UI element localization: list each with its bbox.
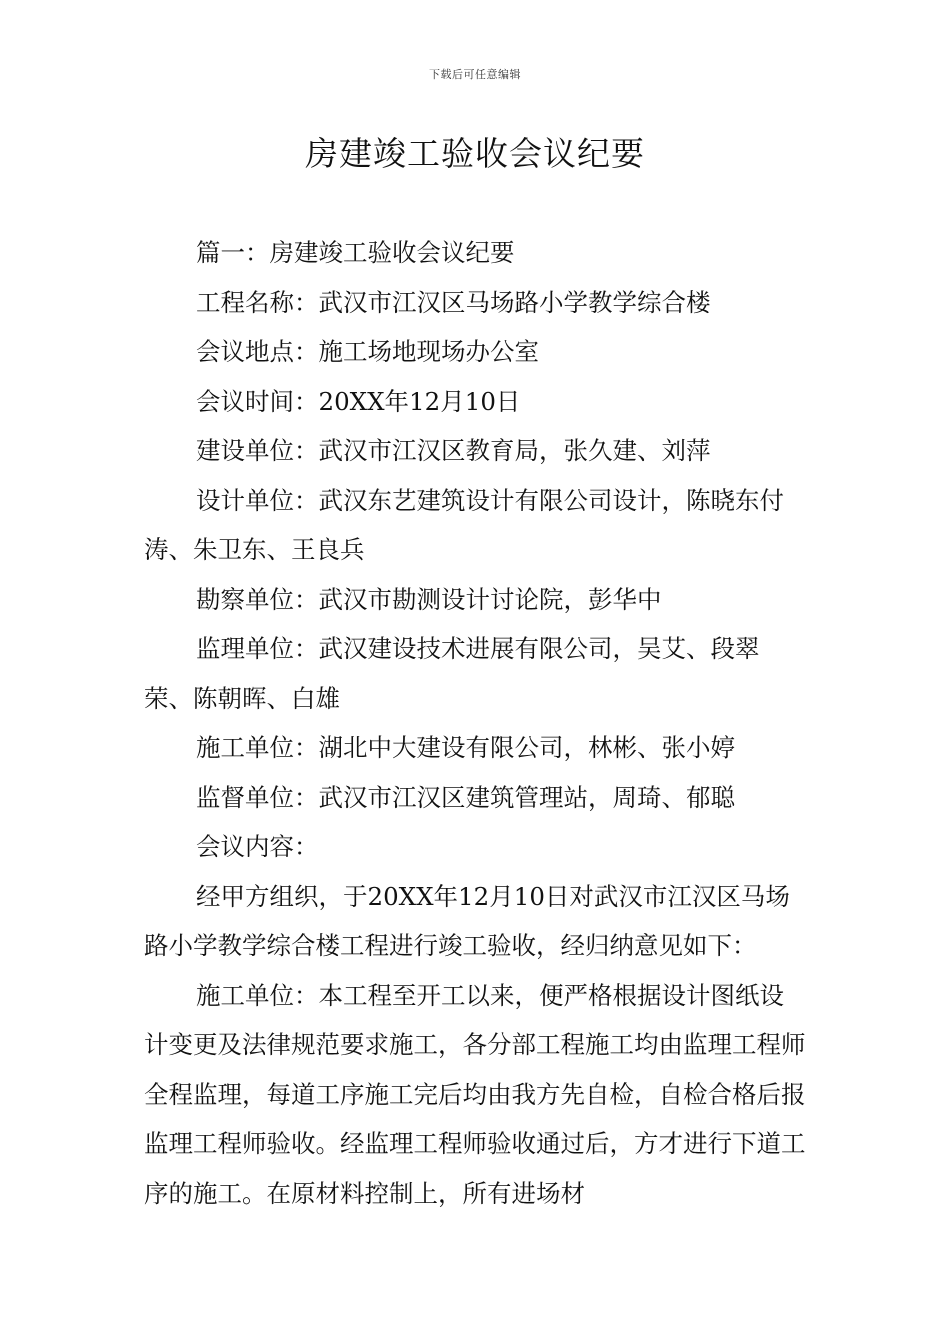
paragraph-meeting-summary: 经甲方组织，于20XX年12月10日对武汉市江汉区马场路小学教学综合楼工程进行竣工验收，经归纳意见如下：	[144, 881, 790, 960]
paragraph-section-heading: 篇一：房建竣工验收会议纪要	[196, 238, 515, 267]
paragraph-design-unit: 设计单位：武汉东艺建筑设计有限公司设计，陈晓东付涛、朱卫东、王良兵	[144, 485, 784, 564]
paragraph-meeting-location: 会议地点：施工场地现场办公室	[196, 337, 539, 366]
paragraph-meeting-content-label: 会议内容：	[196, 832, 319, 861]
document-body	[144, 228, 808, 1218]
paragraph-contractor-unit: 施工单位：湖北中大建设有限公司，林彬、张小婷	[196, 733, 735, 762]
paragraph-survey-unit: 勘察单位：武汉市勘测设计讨论院，彭华中	[196, 584, 662, 614]
paragraph-project-name: 工程名称：武汉市江汉区马场路小学教学综合楼	[196, 287, 711, 317]
document-title: 房建竣工验收会议纪要	[305, 134, 645, 173]
header-note: 下载后可任意编辑	[429, 68, 521, 81]
paragraph-construction-unit: 建设单位：武汉市江汉区教育局，张久建、刘萍	[196, 436, 711, 465]
paragraph-contractor-statement: 施工单位：本工程至开工以来，便严格根据设计图纸设计变更及法律规范要求施工，各分部工程施工均由监理工程师全程监理，每道工序施工完后均由我方先自检，自检合格后报监理工程师验收。经监理工程师验收通过后，方才进行下道工序的施工。在原材料控制上，所有进场材	[144, 980, 806, 1208]
paragraph-supervision-unit: 监理单位：武汉建设技术进展有限公司，吴艾、段翠荣、陈朝晖、白雄	[144, 634, 760, 713]
paragraph-oversight-unit: 监督单位：武汉市江汉区建筑管理站，周琦、郁聪	[196, 782, 735, 812]
paragraph-meeting-time: 会议时间：20XX年12月10日	[196, 386, 521, 416]
